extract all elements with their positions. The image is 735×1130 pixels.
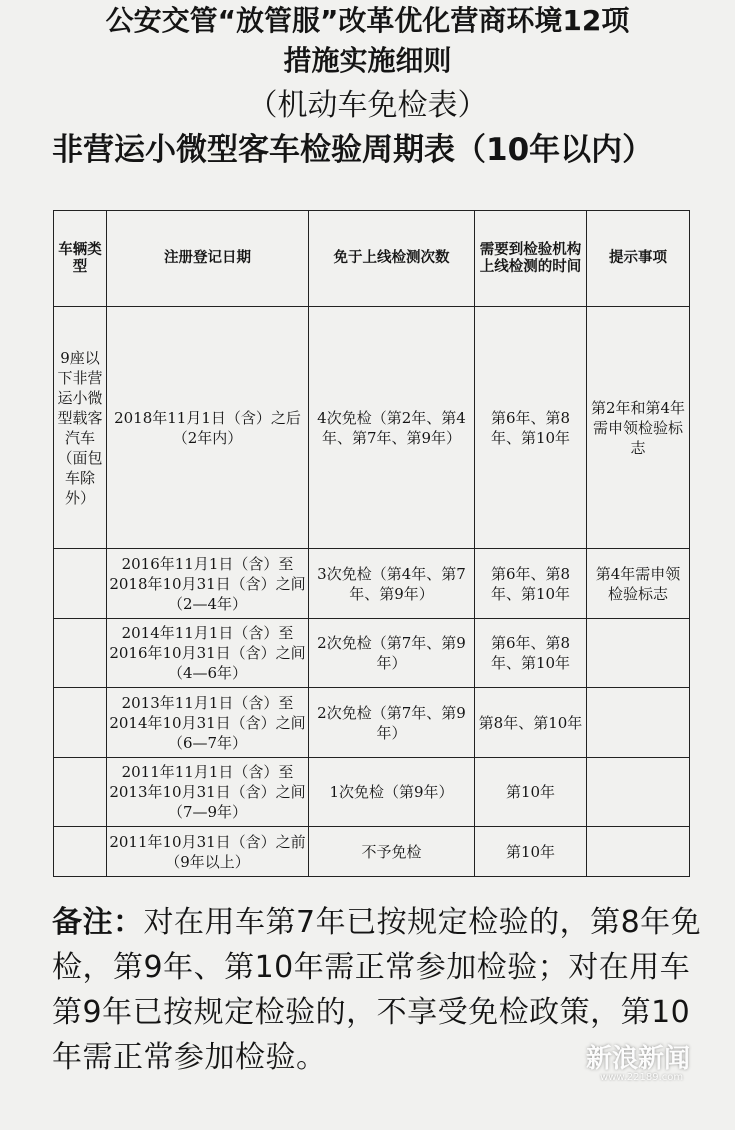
- title-line-3: （机动车免检表）: [247, 88, 488, 123]
- notes-cell: [587, 827, 690, 877]
- table-header-row: [54, 211, 690, 307]
- inspect-cell: 第6年、第8年、第10年: [475, 549, 587, 619]
- reg-date-cell: 2013年11月1日（含）至2014年10月31日（含）之间（6—7年）: [107, 688, 309, 758]
- watermark-url: www.22189.com: [600, 1072, 684, 1083]
- vehicle-type-cell-empty: [54, 827, 107, 877]
- table-row: [54, 619, 690, 688]
- exempt-cell: 4次免检（第2年、第4年、第7年、第9年）: [309, 307, 475, 549]
- header-reg-date: 注册登记日期: [107, 211, 309, 307]
- watermark-brand: 新浪新闻: [586, 1044, 691, 1074]
- vehicle-type-cell: 9座以下非营运小微型载客汽车（面包车除外）: [54, 307, 107, 549]
- header-exempt: 免于上线检测次数: [309, 211, 475, 307]
- inspect-cell: 第6年、第8年、第10年: [475, 307, 587, 549]
- exempt-cell: 1次免检（第9年）: [309, 758, 475, 827]
- inspect-cell: 第8年、第10年: [475, 688, 587, 758]
- reg-date-cell: 2018年11月1日（含）之后（2年内）: [107, 307, 309, 549]
- notes-cell: 第2年和第4年需申领检验标志: [587, 307, 690, 549]
- header-notes: 提示事项: [587, 211, 690, 307]
- reg-date-cell: 2016年11月1日（含）至2018年10月31日（含）之间（2—4年）: [107, 549, 309, 619]
- notes-cell: [587, 619, 690, 688]
- table-row: [54, 827, 690, 877]
- notes-cell: [587, 688, 690, 758]
- vehicle-type-cell-empty: [54, 688, 107, 758]
- exempt-cell: 不予免检: [309, 827, 475, 877]
- vehicle-type-cell-empty: [54, 619, 107, 688]
- table-row: [54, 758, 690, 827]
- inspect-cell: 第6年、第8年、第10年: [475, 619, 587, 688]
- table-row: [54, 688, 690, 758]
- vehicle-type-cell-empty: [54, 758, 107, 827]
- title-line-1: 公安交管“放管服”改革优化营商环境12项: [105, 4, 630, 37]
- reg-date-cell: 2014年11月1日（含）至2016年10月31日（含）之间（4—6年）: [107, 619, 309, 688]
- table-title: 非营运小微型客车检验周期表（10年以内）: [52, 132, 654, 168]
- exempt-cell: 3次免检（第4年、第7年、第9年）: [309, 549, 475, 619]
- header-inspect: 需要到检验机构上线检测的时间: [475, 211, 587, 307]
- remark-text: 对在用车第7年已按规定检验的，第8年免检，第9年、第10年需正常参加检验；对在用车第9年已按规定检验的，不享受免检政策，第10年需正常参加检验。: [52, 905, 702, 1075]
- inspection-table: [53, 210, 690, 877]
- vehicle-type-cell-empty: [54, 549, 107, 619]
- exempt-cell: 2次免检（第7年、第9年）: [309, 688, 475, 758]
- table-row: [54, 307, 690, 549]
- table-row: [54, 549, 690, 619]
- notes-cell: 第4年需申领检验标志: [587, 549, 690, 619]
- remark-label: 备注：: [52, 905, 144, 940]
- exempt-cell: 2次免检（第7年、第9年）: [309, 619, 475, 688]
- reg-date-cell: 2011年11月1日（含）至2013年10月31日（含）之间（7—9年）: [107, 758, 309, 827]
- reg-date-cell: 2011年10月31日（含）之前（9年以上）: [107, 827, 309, 877]
- header-vehicle-type: 车辆类型: [54, 211, 107, 307]
- inspect-cell: 第10年: [475, 827, 587, 877]
- notes-cell: [587, 758, 690, 827]
- inspect-cell: 第10年: [475, 758, 587, 827]
- title-line-2: 措施实施细则: [283, 44, 452, 77]
